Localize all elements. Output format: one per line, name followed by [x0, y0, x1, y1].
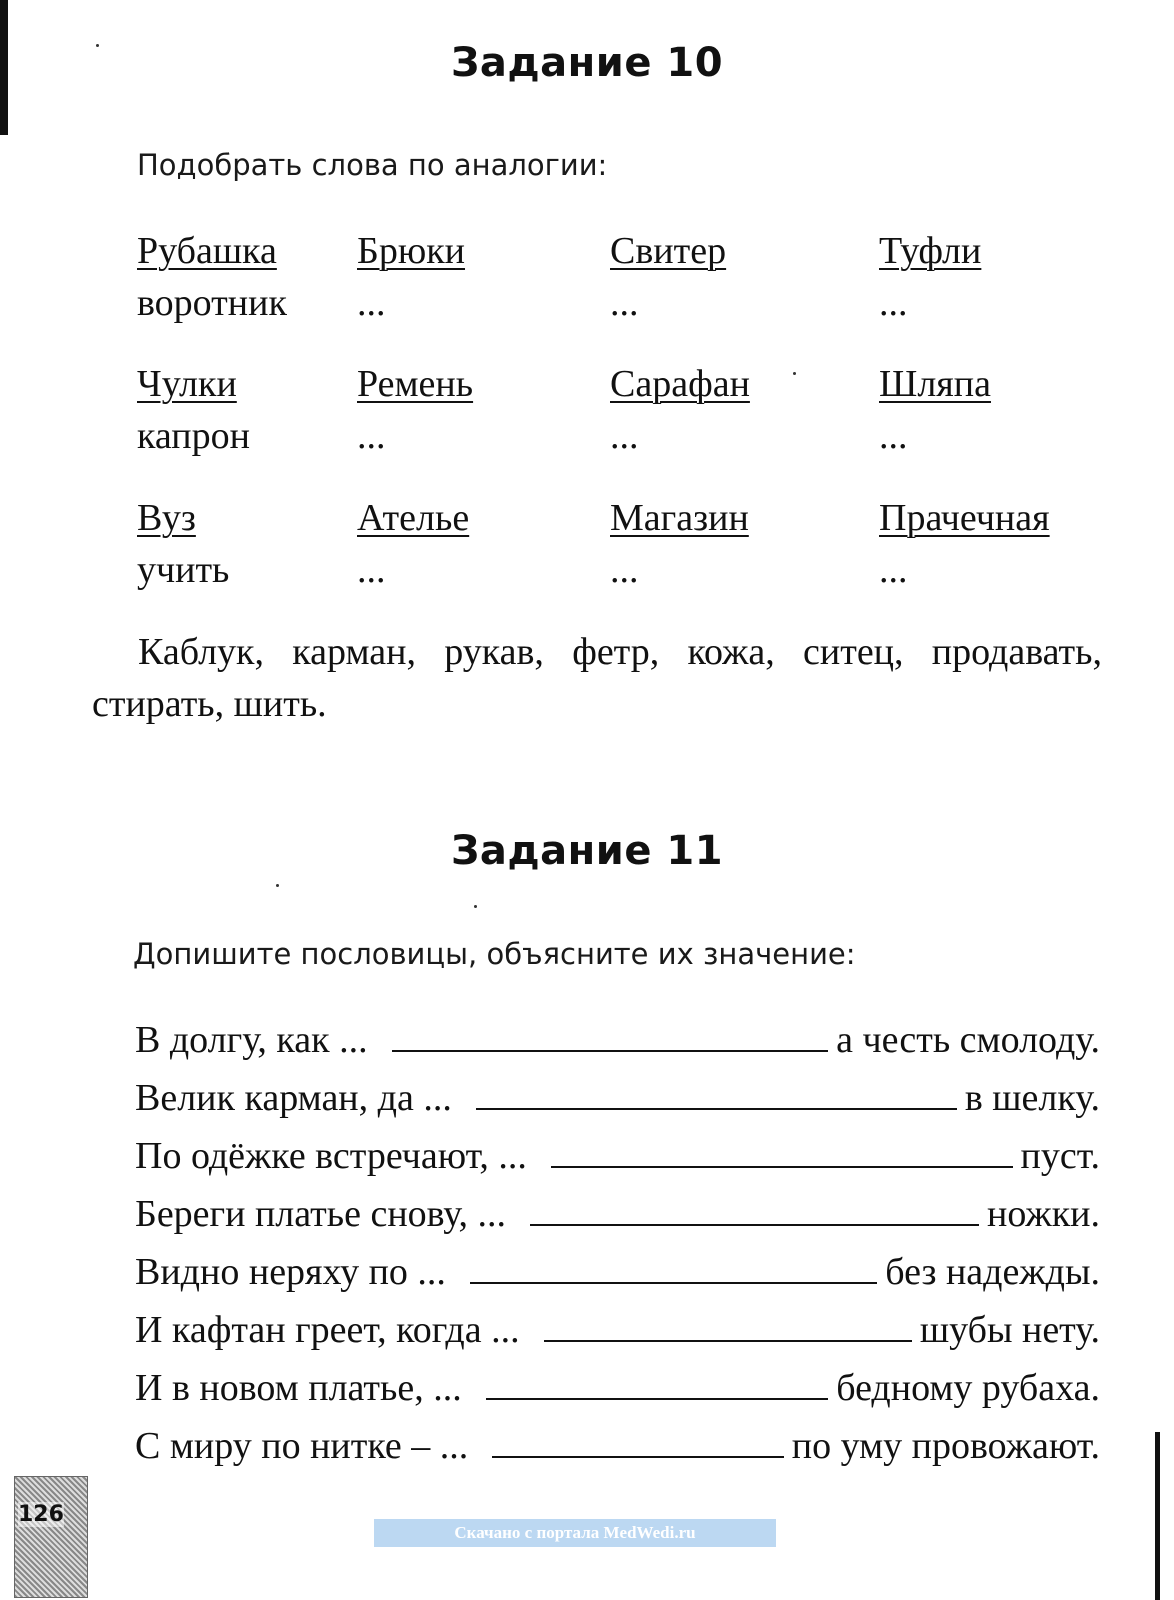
analogy-row	[0, 225, 1174, 335]
proverb-start: Береги платье снову, ...	[135, 1193, 507, 1235]
analogy-cell	[610, 492, 749, 596]
proverb-line	[135, 1246, 1100, 1298]
scan-speck	[474, 905, 477, 908]
analogy-sub-word: ...	[879, 549, 908, 591]
task-11-heading: Задание 11	[450, 828, 724, 874]
task-10-instruction: Подобрать слова по аналогии:	[137, 148, 608, 182]
analogy-head-word: Ремень	[357, 363, 474, 405]
analogy-sub-word: ...	[357, 415, 386, 457]
analogy-cell	[357, 492, 469, 596]
analogy-head-word: Шляпа	[879, 363, 991, 405]
scan-speck	[276, 884, 279, 887]
proverb-start: Велик карман, да ...	[135, 1077, 452, 1119]
analogy-head-word: Магазин	[610, 497, 749, 539]
analogy-sub-word: ...	[610, 282, 639, 324]
answer-blank-line[interactable]	[392, 1049, 828, 1052]
word-bank: Каблук, карман, рукав, фетр, кожа, ситец, продавать, стирать, шить.	[92, 631, 1102, 725]
analogy-head-word: Рубашка	[137, 230, 277, 272]
analogy-cell	[137, 358, 250, 462]
analogy-cell	[610, 225, 726, 329]
proverb-end: а честь смолоду.	[836, 1019, 1100, 1061]
proverb-line	[135, 1130, 1100, 1182]
analogy-row	[0, 358, 1174, 468]
proverb-end: ножки.	[987, 1193, 1100, 1235]
proverb-start: Видно неряху по ...	[135, 1251, 446, 1293]
proverb-end: бедному рубаха.	[836, 1367, 1100, 1409]
analogy-cell	[879, 492, 1050, 596]
analogy-sub-word: ...	[610, 415, 639, 457]
answer-blank-line[interactable]	[486, 1397, 829, 1400]
proverb-start: С миру по нитке – ...	[135, 1425, 469, 1467]
proverb-line	[135, 1362, 1100, 1414]
proverb-end: в шелку.	[964, 1077, 1100, 1119]
analogy-sub-word: ...	[879, 415, 908, 457]
analogy-sub-word: учить	[137, 549, 230, 591]
analogy-head-word: Чулки	[137, 363, 237, 405]
proverb-start: По одёжке встречают, ...	[135, 1135, 527, 1177]
analogy-cell	[357, 358, 473, 462]
proverb-end: по уму провожают.	[791, 1425, 1100, 1467]
analogy-head-word: Ателье	[357, 497, 470, 539]
analogy-sub-word: капрон	[137, 415, 250, 457]
proverb-line	[135, 1304, 1100, 1356]
analogy-sub-word: ...	[610, 549, 639, 591]
proverb-line	[135, 1188, 1100, 1240]
analogy-sub-word: воротник	[137, 282, 287, 324]
analogy-sub-word: ...	[879, 282, 908, 324]
answer-blank-line[interactable]	[530, 1223, 979, 1226]
analogy-cell	[610, 358, 750, 462]
answer-blank-line[interactable]	[544, 1339, 912, 1342]
analogy-cell	[137, 225, 287, 329]
analogy-cell	[137, 492, 229, 596]
answer-blank-line[interactable]	[470, 1281, 877, 1284]
answer-blank-line[interactable]	[476, 1107, 957, 1110]
proverb-end: пуст.	[1020, 1135, 1100, 1177]
right-margin-bar	[1155, 1432, 1160, 1600]
proverb-end: шубы нету.	[919, 1309, 1100, 1351]
analogy-head-word: Прачечная	[879, 497, 1050, 539]
analogy-head-word: Туфли	[879, 230, 982, 272]
page-number-badge	[14, 1476, 88, 1598]
proverb-start: И в новом платье, ...	[135, 1367, 462, 1409]
analogy-row	[0, 492, 1174, 602]
analogy-cell	[357, 225, 465, 329]
proverb-start: В долгу, как ...	[135, 1019, 368, 1061]
task-11-instruction: Допишите пословицы, объясните их значение:	[133, 937, 856, 971]
analogy-head-word: Сарафан	[610, 363, 750, 405]
analogy-sub-word: ...	[357, 549, 386, 591]
analogy-head-word: Свитер	[610, 230, 727, 272]
answer-blank-line[interactable]	[551, 1165, 1013, 1168]
proverb-end: без надежды.	[885, 1251, 1100, 1293]
analogy-cell	[879, 225, 981, 329]
download-watermark: Скачано с портала MedWedi.ru	[374, 1519, 776, 1547]
proverb-start: И кафтан греет, когда ...	[135, 1309, 520, 1351]
proverb-line	[135, 1014, 1100, 1066]
task-10-heading: Задание 10	[450, 40, 724, 86]
analogy-head-word: Вуз	[137, 497, 196, 539]
analogy-sub-word: ...	[357, 282, 386, 324]
proverb-line	[135, 1420, 1100, 1472]
analogy-cell	[879, 358, 991, 462]
analogy-head-word: Брюки	[357, 230, 466, 272]
proverb-line	[135, 1072, 1100, 1124]
answer-blank-line[interactable]	[492, 1455, 784, 1458]
page-number: 126	[18, 1502, 64, 1527]
